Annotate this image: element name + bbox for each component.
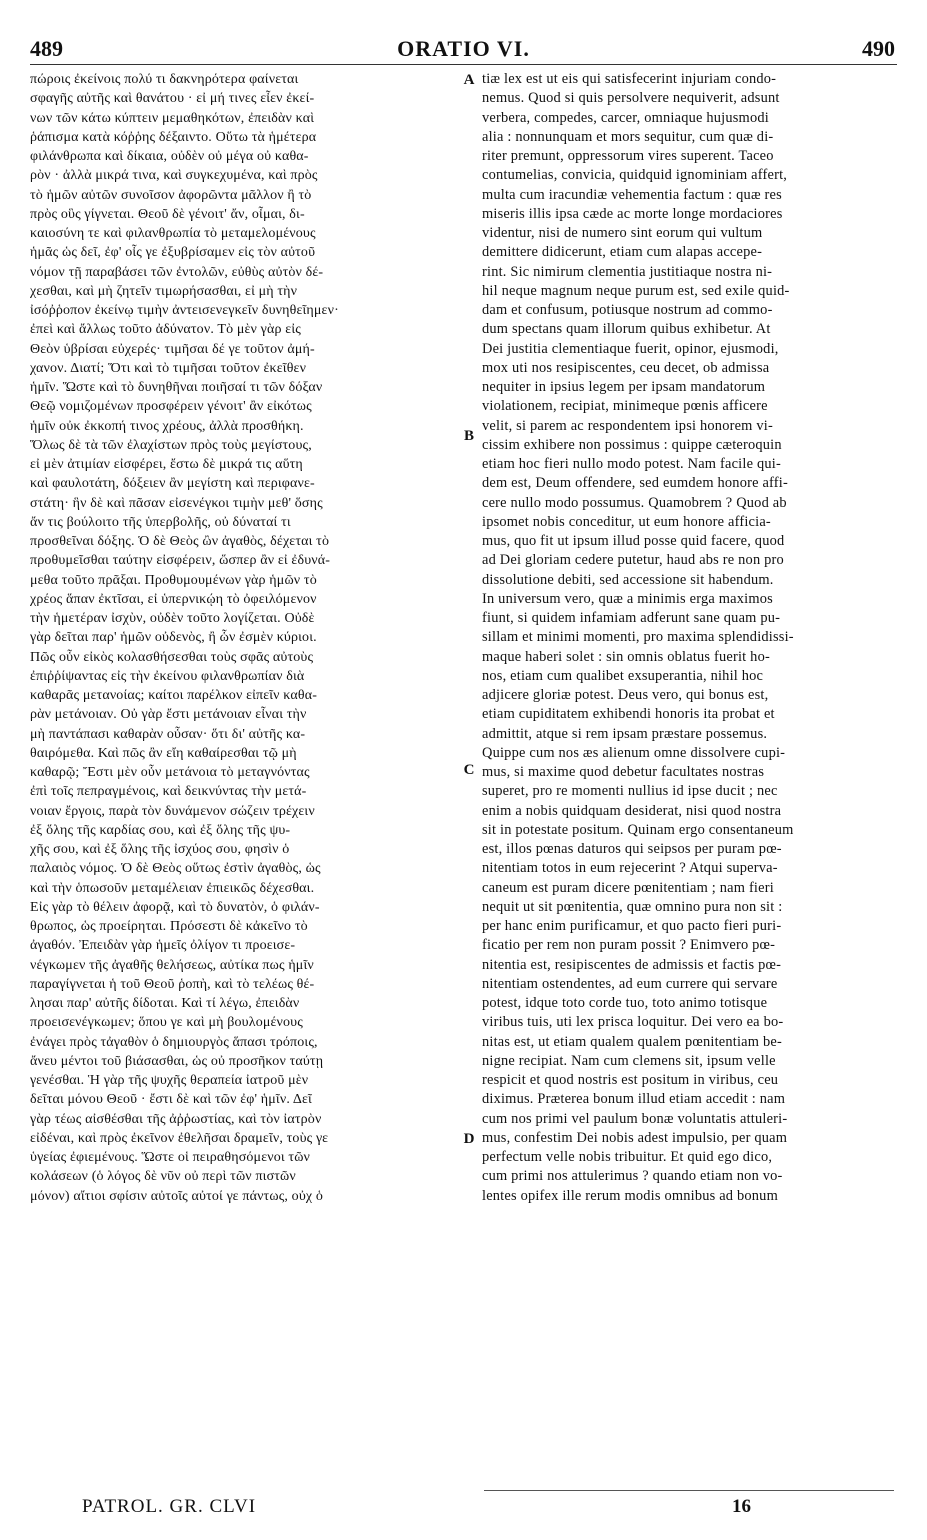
latin-text-line: Quippe cum nos æs alienum omne dissolvere cupi- [482,744,786,761]
latin-text-line: nequiter in ipsius legem per ipsam mandatorum [482,379,766,395]
greek-text-line: κολάσεων (ὁ λόγος δὲ νῦν οὐ περὶ τῶν πιστῶν [30,1169,296,1185]
greek-text-line: εἰδέναι, καὶ πρὸς ἐκεῖνον ἐθελῆσαι δραμεῖν, τοὺς γε [30,1130,329,1146]
latin-text-line: ipsomet nobis conceditur, ut eum honore afficia- [482,513,771,530]
footer-rule [484,1490,894,1491]
latin-text-line: per hanc enim purificamur, et quo pacto fieri puri- [482,918,782,934]
greek-text-line: πρὸς οὓς γίγνεται. Θεοῦ δὲ γένοιτ' ἄν, οἶμαι, δι- [30,206,305,222]
greek-text-line: σφαγῆς αὐτῆς καὶ θανάτου · εἰ μή τινες εἶεν ἐκεί- [30,91,315,107]
greek-text-line: καὶ φαυλοτάτη, δόξειεν ἂν μεγίστη καὶ περιφανε- [30,476,315,492]
latin-text-line: nigne recipiat. Nam cum clemens sit, ipsum velle [482,1052,776,1069]
latin-text-line: dum spectans quam illorum quibus exhibetur. At [482,321,771,338]
latin-text-line: nitentiam ostendentes, ad eum currere qui servare [482,975,778,992]
greek-text-line: ἡμῖν οὐκ ἐκκοπή τινος χρέους, ἀλλὰ προσθήκη. [30,418,304,434]
page-header [0,30,927,64]
latin-text-column [482,70,894,1482]
greek-text-line: τὴν ἡμετέραν ἰσχὺν, οὐδὲν τοῦτο λογίζεται. Οὐδὲ [30,611,315,626]
greek-text-line: θαιρόμεθα. Καὶ πῶς ἂν εἴη καθαίρεσθαι τῷ μὴ [30,745,297,761]
greek-text-line: χῆς σου, καὶ ἐξ ὅλης τῆς ἰσχύος σου, φησὶν ὁ [30,842,290,857]
latin-text-line: multa cum iracundiæ vehementia factum : quæ res [482,186,782,203]
greek-text-line: νόμον τῇ παραβάσει τῶν ἐντολῶν, εὐθὺς αὐτὸν δέ- [30,264,324,280]
latin-text-line: ficatio per rem non puram possit ? Enimvero pœ- [482,937,776,954]
latin-text-line: nitentia est, resipiscentes de admissis et factis pœ- [482,956,782,973]
greek-text-line: ἡμᾶς ὡς δεῖ, ἐφ' οἷς γε ἐξυβρίσαμεν εἰς τὸν αὐτοῦ [30,245,316,261]
latin-text-line: mus, si maxime quod debetur facultates nostras [482,764,765,780]
greek-text-line: χανον. Διατί; Ὅτι καὶ τὸ τιμῆσαι τοῦτον ἐκεῖθεν [30,360,307,376]
latin-text-line: mus, quo fit ut ipsum illud posse quid facere, quod [482,533,785,549]
latin-text-line: etiam cupiditatem exhibendi honoris ita probat et [482,706,775,723]
greek-text-line: μόνον) αἴτιοι σφίσιν αὐτοῖς αὐτοί γε πάντως, οὐχ ὁ [30,1188,324,1204]
latin-text-line: dem est, Deum offendere, sed eumdem honore affi- [482,475,788,492]
section-marker-b: B [463,428,474,444]
greek-text-line: δεῖται μόνου Θεοῦ · ἔστι δὲ καὶ τῶν ἐφ' ἡμῖν. Δεῖ [30,1092,312,1108]
greek-text-column [30,70,458,1482]
greek-text-line: ἐπεὶ καὶ ἄλλως τοῦτο ἀδύνατον. Τὸ μὲν γὰρ εἰς [30,322,301,338]
greek-text-line: εἰ μὲν ἀτιμίαν εἰσφέρει, ἔστω δὲ μικρά τις αὕτη [30,457,303,472]
greek-text-line: λησαι παρ' αὐτῆς δίδοται. Καὶ τί λέγω, ἐπειδὰν [30,996,300,1011]
latin-text-line: adjicere gloriæ potest. Deus vero, qui bonus est, [482,687,769,703]
latin-text-line: dam et confusum, potiusque nostrum ad commo- [482,302,773,318]
latin-text-line: violationem, recipiat, minimeque pœnis afficere [482,398,768,415]
greek-text-line: Θεῷ νομιζομένων προσφέρειν γένοιτ' ἂν εἰκότως [30,399,312,415]
latin-text-line: respicit et quod nostris est positum in viribus, ceu [482,1072,779,1088]
greek-text-line: τὸ ἡμῶν αὐτῶν συνοῖσον ἀφορῶντα μᾶλλον ἢ τὸ [30,187,312,203]
greek-text-line: μὴ παντάπασι καθαρὰν οὖσαν· ὅτι δι' αὐτῆς κα- [30,726,306,742]
greek-text-line: ἐνάγει πρὸς τἀγαθὸν ὁ δημιουργὸς ἅπασι τρόποις, [30,1034,318,1050]
greek-text-line: προεισενέγκωμεν; ὅπου γε καὶ μὴ βουλομένους [30,1015,303,1031]
greek-text-line: νοιαν ἔργοις, παρὰ τὸν δυνάμενον σώζειν τρέχειν [30,803,315,819]
greek-text-line: γὰρ τέως αἰσθέσθαι τῆς ἀῤῥωστίας, καὶ τὸν ἰατρὸν [30,1111,322,1127]
greek-text-line: μεθα τοῦτο πρᾶξαι. Προθυμουμένων γὰρ ἡμῶν τὸ [30,572,317,588]
section-marker-d: D [463,1131,475,1147]
greek-text-line: ἰσόῤῥοπον ἐκείνῳ τιμὴν ἀντεισενεγκεῖν δυνηθεῖημεν· [30,303,339,318]
latin-text-line: viribus tuis, uti lex prisca loquitur. Dei vero ea bo- [482,1014,784,1031]
greek-text-line: γενέσθαι. Ἡ γὰρ τῆς ψυχῆς θεραπεία ἰατροῦ μὲν [30,1073,309,1088]
section-marker-a: A [463,72,475,88]
greek-text-line: καθαρῷ; Ἔστι μὲν οὖν μετάνοια τὸ μεταγνόντας [30,765,310,780]
greek-text-line: νων τῶν κάτω κύπτειν μεμαθηκότων, ἐπειδὰν καὶ [30,110,315,126]
greek-text-line: ρὰν μετάνοιαν. Οὐ γὰρ ἔστι μετάνοιαν εἶναι τὴν [30,707,307,723]
latin-text-line: nemus. Quod si quis persolvere nequiverit, adsunt [482,90,780,107]
latin-text-line: cere nullo modo possumus. Quamobrem ? Quod ab [482,494,787,511]
latin-text-line: sit in potestate positum. Quinam ergo consentaneum [482,821,794,838]
greek-text-line: Θεὸν ὑβρίσαι εὐχερές· τιμῆσαι δέ γε τοῦτον ἀμή- [30,341,315,357]
latin-text-line: etiam hoc fieri nullo modo potest. Nam facile qui- [482,456,781,472]
greek-text-line: χεσθαι, καὶ μὴ ζητεῖν τιμωρήσασθαι, εἰ μὴ τὴν [30,283,298,299]
header-rule [30,64,897,65]
latin-text-line: cum nos primi vel paulum bonæ voluntatis attuleri- [482,1110,788,1127]
latin-text-line: lentes opifex ille rerum modis omnibus ad bonum [482,1187,778,1204]
greek-text-line: ἄνευ μέντοι τοῦ βιάσασθαι, ὡς οὐ προσῆκον ταύτῃ [30,1053,324,1069]
latin-text-line: velit, si parem ac respondentem ipsi honorem vi- [482,417,773,434]
latin-text-line: nitas est, ut etiam qualem qualem pœnitentiam be- [482,1033,782,1050]
greek-text-line: παραγίγνεται ἡ τοῦ Θεοῦ ῥοπὴ, καὶ τὸ τελέως θέ- [30,976,315,992]
latin-text-line: sillam et minimi momenti, pro maxima splendidissi- [482,629,794,646]
latin-text-line: potest, idque toto corde tuo, toto animo totisque [482,995,768,1011]
latin-text-line: cissim exhibere non possimus : quippe cæteroquin [482,436,782,453]
latin-text-line: tiæ lex est ut eis qui satisfecerint injuriam condo- [482,71,777,87]
greek-text-line: ὑγείας ἐφιεμένους. Ὥστε οἱ πειραθησόμενοι τῶν [30,1150,311,1165]
latin-text-line: superet, pro re momenti nullius id ipse ducit ; nec [482,783,778,800]
greek-text-line: φιλάνθρωπα καὶ δίκαια, οὐδὲν οὐ μέγα οὐ καθα- [30,149,309,164]
latin-text-line: verbera, compedes, carcer, omniaque hujusmodi [482,109,769,126]
latin-text-line: In universum vero, quæ a minimis erga maximos [482,590,773,607]
latin-text-line: Dei justitia clementiaque fuerit, opinor, ejusmodi, [482,340,779,357]
latin-text-line: nequit ut sit pœnitentia, quæ omnino pura non sit : [482,898,783,915]
sheet-number: 16 [732,1496,751,1517]
greek-text-line: καθαρᾶς μετανοίας; καίτοι παρέλκον εἰπεῖν καθα- [30,688,318,703]
greek-text-line: γὰρ δεῖται παρ' ἡμῶν οὐδενὸς, ἢ ὧν ἐσμὲν κύριοι. [30,630,317,646]
greek-text-line: ἄν τις βούλοιτο τῆς ὑπερβολῆς, οὐ δύναταί τι [30,514,291,530]
latin-text-line: cum primi nos attulerimus ? quando etiam non vo- [482,1168,783,1185]
greek-text-line: θρωπος, ὡς προείρηται. Πρόσεστι δὲ κἀκεῖνο τὸ [30,919,308,934]
latin-text-line: videntur, nisi de numero sint eorum qui vultum [482,225,763,241]
latin-text-line: est, illos pœnas daturos qui seipsos per puram pœ- [482,841,782,857]
latin-text-line: demittere didicerunt, etiam cum alapas accepe- [482,244,763,261]
latin-text-line: riter premunt, oppressorum vires superent. Taceo [482,148,774,164]
greek-text-line: καιοσύνη τε καὶ φιλανθρωπία τὸ μεταμελομένους [30,226,316,241]
latin-text-line: enim a nobis quidquam desiderat, nisi quod nostra [482,802,782,819]
printer-signature: PATROL. GR. CLVI [82,1496,257,1517]
latin-text-line: perfectum velle nobis tribuitur. Et quid ego dico, [482,1149,773,1165]
greek-text-line: Ὅλως δὲ τὰ τῶν ἐλαχίστων πρὸς τοὺς μεγίστους, [30,437,312,453]
page-number-left: 489 [30,36,63,61]
latin-text-line: miseris illis ipsa cæde ac morte longe mordaciores [482,205,783,222]
latin-text-line: contumelias, convicia, quidquid ignominiam affert, [482,167,788,184]
latin-text-line: maque haberi solet : sin omnis oblatus fuerit ho- [482,648,770,665]
latin-text-line: hil neque magnum neque purum est, sed exile quid- [482,282,790,299]
greek-text-line: ρὸν · ἀλλὰ μικρά τινα, καὶ συγκεχυμένα, καὶ πρὸς [30,168,318,184]
greek-text-line: ἐπιῤῥίψαντας εἰς τὴν ἐκείνου φιλανθρωπίαν διὰ [30,668,305,684]
latin-text-line: caneum est puram dicere pœnitentiam ; nam fieri [482,879,774,896]
greek-text-line: νέγκωμεν τῆς ἀγαθῆς θελήσεως, αὐτίκα πως ἡμῖν [30,957,314,973]
greek-text-line: πώροις ἐκείνοις πολύ τι δακνηρότερα φαίνεται [30,72,299,87]
greek-text-line: ῥάπισμα κατὰ κόῤῥης δέξαιντο. Οὕτω τὰ ἡμέτερα [30,129,317,145]
greek-text-line: ἡμῖν. Ὥστε καὶ τὸ δυνηθῆναι ποιῆσαί τι τῶν δόξαν [30,380,323,395]
page-footer [0,1490,927,1526]
latin-text-line: admittit, atque si rem ipsam præstare possemus. [482,725,768,742]
latin-text-line: diximus. Præterea bonum illud etiam accedit : nam [482,1091,786,1108]
greek-text-line: ἐπὶ τοῖς πεπραγμένοις, καὶ δεικνύντας τὴν μετά- [30,784,307,800]
latin-text-line: ad Dei gloriam cedere putetur, haud abs re non pro [482,552,784,569]
running-title: ORATIO VI. [397,36,530,61]
greek-text-line: παλαιὸς νόμος. Ὁ δὲ Θεὸς οὕτως ἐστὶν ἀγαθὸς, ὡς [30,861,321,877]
latin-text-line: mus, confestim Dei nobis adest impulsio, per quam [482,1129,788,1146]
greek-text-line: προσθεῖναι δόξης. Ὁ δὲ Θεὸς ὢν ἀγαθὸς, δέχεται τὸ [30,534,330,549]
latin-text-line: nitentiam totos in eum rejecerint ? Atqui superva- [482,860,778,877]
greek-text-line: προθυμεῖσθαι ταύτην εἰσφέρειν, ὥσπερ ἂν εἰ ἐδυνά- [30,553,331,569]
latin-text-line: nos, etiam cum qualibet exsuperantia, nihil hoc [482,667,764,684]
page-number-right: 490 [862,36,895,61]
latin-text-line: fiunt, si quidem infamiam adferunt sane quam pu- [482,610,781,626]
greek-text-line: Πῶς οὖν εἰκὸς κολασθήσεσθαι τοὺς σφᾶς αὐτοὺς [30,649,314,665]
section-marker-c: C [463,762,475,778]
greek-text-line: χρέος ἅπαν ἐκτῖσαι, εἰ ὑπερνικῴη τὸ ὀφειλόμενον [30,591,317,607]
greek-text-line: Εἰς γὰρ τὸ θέλειν ἀφορᾷ, καὶ τὸ δυνατὸν, ὁ φιλάν- [30,899,320,915]
latin-text-line: mox uti nos resipiscentes, ceu decet, ob admissa [482,359,770,376]
latin-text-line: rint. Sic nimirum clementia justitiaque nostra ni- [482,263,773,280]
greek-text-line: ἐξ ὅλης τῆς καρδίας σου, καὶ ἐξ ὅλης τῆς ψυ- [30,822,291,838]
latin-text-line: alia : nonnunquam et mors sequitur, cum quæ di- [482,128,774,145]
greek-text-line: στάτη· ἣν δὲ καὶ πᾶσαν εἰσενέγκοι τιμὴν μεθ' ὅσης [30,495,323,511]
greek-text-line: ἀγαθόν. Ἐπειδὰν γὰρ ἡμεῖς ὀλίγον τι προεισε- [30,938,296,954]
greek-text-line: καὶ τὴν ὁπωσοῦν μεταμέλειαν ἐπιεικῶς δέχεσθαι. [30,880,315,896]
latin-text-line: dissolutione debiti, sed accessione sit habendum. [482,571,774,588]
